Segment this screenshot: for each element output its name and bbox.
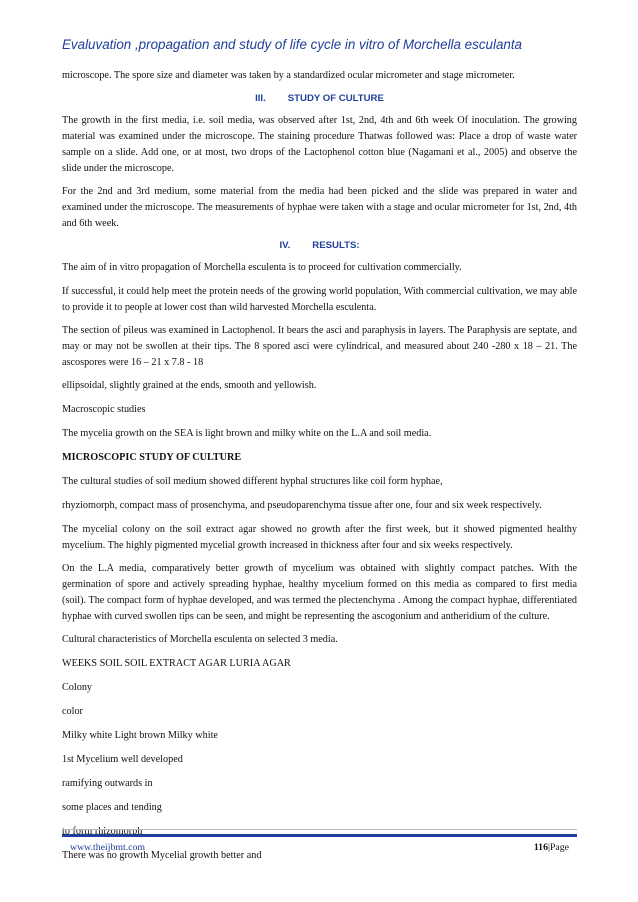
journal-url[interactable]: www.theijbmt.com — [70, 841, 146, 853]
paragraph: Milky white Light brown Milky white — [62, 730, 218, 741]
paragraph: ellipsoidal, slightly grained at the ends, smooth and yellowish. — [62, 380, 317, 391]
paragraph: The mycelia growth on the SEA is light brown and milky white on the L.A and soil media. — [62, 428, 432, 439]
paragraph: The mycelial colony on the soil extract agar showed no growth after the first week, but it showed pigmented healthy mycelium. The highly pigmented mycelial growth increased in thickness after four and six weeks respectively. — [62, 524, 577, 551]
paragraph: If successful, it could help meet the protein needs of the growing world population, With commercial cultivation, we may able to provide it to people at lower cost than wild harvested Morchella esculenta. — [62, 286, 577, 313]
paragraph: The section of pileus was examined in Lactophenol. It bears the asci and paraphysis in layers. The Paraphysis are septate, and may or may not be swollen at their tips. The 8 spored asci were cylindrical, and measured about 240 -280 x 18 – 21. The ascospores were 16 – 21 x 7.8 - 18 — [62, 325, 577, 368]
paragraph: For the 2nd and 3rd medium, some material from the media had been picked and the slide was prepared in water and examined under the microscope. The measurements of hyphae were taken with a stage and ocular micrometer for 1st, 2nd, 4th and 6th week. — [62, 186, 577, 229]
running-header-title: Evaluvation ,propagation and study of life cycle in vitro of Morchella esculanta — [62, 37, 523, 52]
paragraph: There was no growth Mycelial growth better and — [62, 850, 262, 861]
section-title: RESULTS: — [312, 240, 360, 251]
page-footer — [62, 834, 577, 857]
subheading-microscopic-study: MICROSCOPIC STUDY OF CULTURE — [62, 452, 242, 463]
footer-divider — [62, 829, 577, 830]
paragraph: The aim of in vitro propagation of Morchella esculenta is to proceed for cultivation commercially. — [62, 262, 462, 273]
paragraph: Colony — [62, 682, 93, 693]
page-body — [62, 68, 577, 872]
paragraph: The cultural studies of soil medium showed different hyphal structures like coil form hyphae, — [62, 476, 443, 487]
paragraph: Cultural characteristics of Morchella esculenta on selected 3 media. — [62, 634, 338, 645]
paragraph: WEEKS SOIL SOIL EXTRACT AGAR LURIA AGAR — [62, 658, 291, 669]
section-title: STUDY OF CULTURE — [287, 93, 384, 104]
paragraph: some places and tending — [62, 802, 162, 813]
paragraph: On the L.A media, comparatively better growth of mycelium was obtained with slightly compact patches. With the germination of spore and actively spreading hyphae, healthy mycelium formed on this media as compared to first media (soil). The compact form of hyphae developed, and was termed the plectenchyma . Among the compact hyphae, differentiated hyphae with curved swollen tips can be seen, and might be representing the ascogonium and antheridium of the culture. — [62, 563, 577, 622]
page-number-value: 116 — [533, 841, 548, 853]
section-number: IV. — [279, 240, 291, 251]
paragraph: 1st Mycelium well developed — [62, 754, 183, 765]
section-heading-results — [62, 239, 577, 253]
paragraph: ramifying outwards in — [62, 778, 153, 789]
paragraph: The growth in the first media, i.e. soil media, was observed after 1st, 2nd, 4th and 6th week Of inoculation. The growing material was examined under the microscope. The staining procedure Thatwas followed was: Place a drop of waste water sample on a slide. Add one, or at most, two drops of the Lactophenol cotton blue (Nagamani et al., 2005) and observe the slide under the microscope. — [62, 115, 577, 174]
paragraph: Macroscopic studies — [62, 404, 146, 415]
paragraph: rhyziomorph, compact mass of prosenchyma, and pseudoparenchyma tissue after one, four and six week respectively. — [62, 500, 542, 511]
section-heading-study-of-culture — [62, 92, 577, 106]
page-number — [534, 842, 577, 853]
page-label: |Page — [547, 841, 569, 853]
paragraph: to form rhizomorph — [62, 826, 143, 837]
section-number: III. — [255, 93, 266, 104]
paragraph: microscope. The spore size and diameter was taken by a standardized ocular micrometer and stage micrometer. — [62, 70, 515, 81]
paragraph: color — [62, 706, 83, 717]
